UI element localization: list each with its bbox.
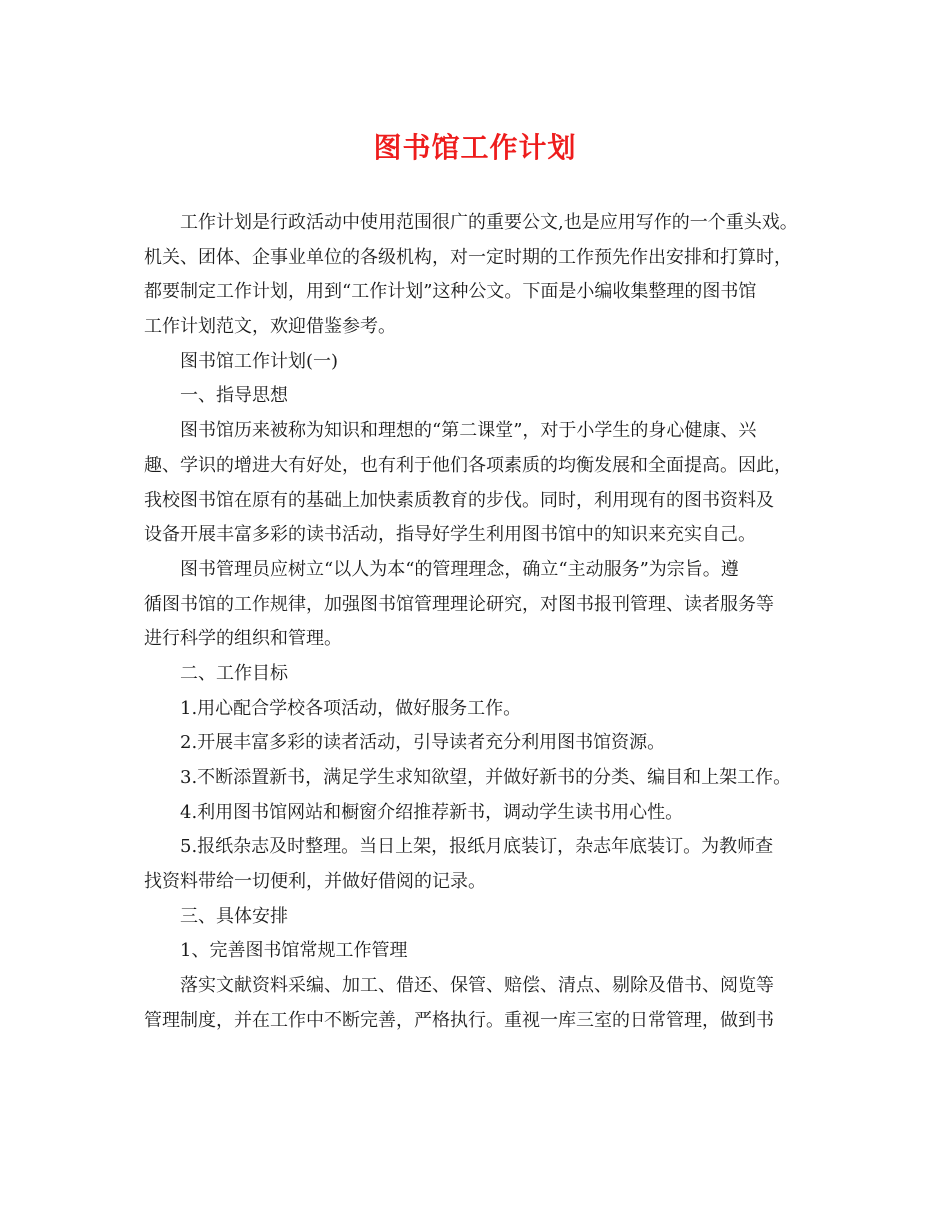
text-line: 都要制定工作计划，用到“工作计划”这种公文。下面是小编收集整理的图书馆 <box>144 281 757 303</box>
text-line: 图书馆历来被称为知识和理想的“第二课堂”，对于小学生的身心健康、兴 <box>180 420 757 442</box>
text-line: 二、工作目标 <box>180 662 288 684</box>
text-line: 进行科学的组织和管理。 <box>144 628 342 650</box>
text-line: 3.不断添置新书，满足学生求知欲望，并做好新书的分类、编目和上架工作。 <box>180 767 792 788</box>
text-line: 1.用心配合学校各项活动，做好服务工作。 <box>180 697 522 719</box>
text-line: 5.报纸杂志及时整理。当日上架，报纸月底装订，杂志年底装订。为教师查 <box>180 836 774 858</box>
text-line: 循图书馆的工作规律，加强图书馆管理理论研究，对图书报刊管理、读者服务等 <box>144 593 774 615</box>
text-line: 2.开展丰富多彩的读者活动，引导读者充分利用图书馆资源。 <box>180 732 666 754</box>
text-line: 图书管理员应树立“以人为本“的管理理念，确立“主动服务”为宗旨。遵 <box>180 558 739 580</box>
text-line: 找资料带给一切便利，并做好借阅的记录。 <box>144 871 486 893</box>
text-line: 一、指导思想 <box>180 385 288 407</box>
text-line: 三、具体安排 <box>180 905 288 927</box>
text-line: 机关、团体、企事业单位的各级机构，对一定时期的工作预先作出安排和打算时， <box>144 246 792 268</box>
text-line: 管理制度，并在工作中不断完善，严格执行。重视一库三室的日常管理，做到书 <box>144 1009 774 1031</box>
text-line: 工作计划是行政活动中使用范围很广的重要公文,也是应用写作的一个重头戏。 <box>180 212 798 233</box>
text-line: 落实文献资料采编、加工、借还、保管、赔偿、清点、剔除及借书、阅览等 <box>180 975 774 997</box>
text-line: 工作计划范文，欢迎借鉴参考。 <box>144 316 396 338</box>
text-line: 趣、学识的增进大有好处，也有利于他们各项素质的均衡发展和全面提高。因此， <box>144 454 792 476</box>
text-line: 我校图书馆在原有的基础上加快素质教育的步伐。同时，利用现有的图书资料及 <box>144 489 774 511</box>
text-line: 1、完善图书馆常规工作管理 <box>180 940 408 962</box>
text-line: 图书馆工作计划(一) <box>180 350 339 372</box>
text-line: 4.利用图书馆网站和橱窗介绍推荐新书，调动学生读书用心性。 <box>180 801 684 823</box>
page-title: 图书馆工作计划 <box>373 131 577 164</box>
text-line: 设备开展丰富多彩的读书活动，指导好学生利用图书馆中的知识来充实自己。 <box>144 524 756 546</box>
document-body <box>144 206 808 1039</box>
